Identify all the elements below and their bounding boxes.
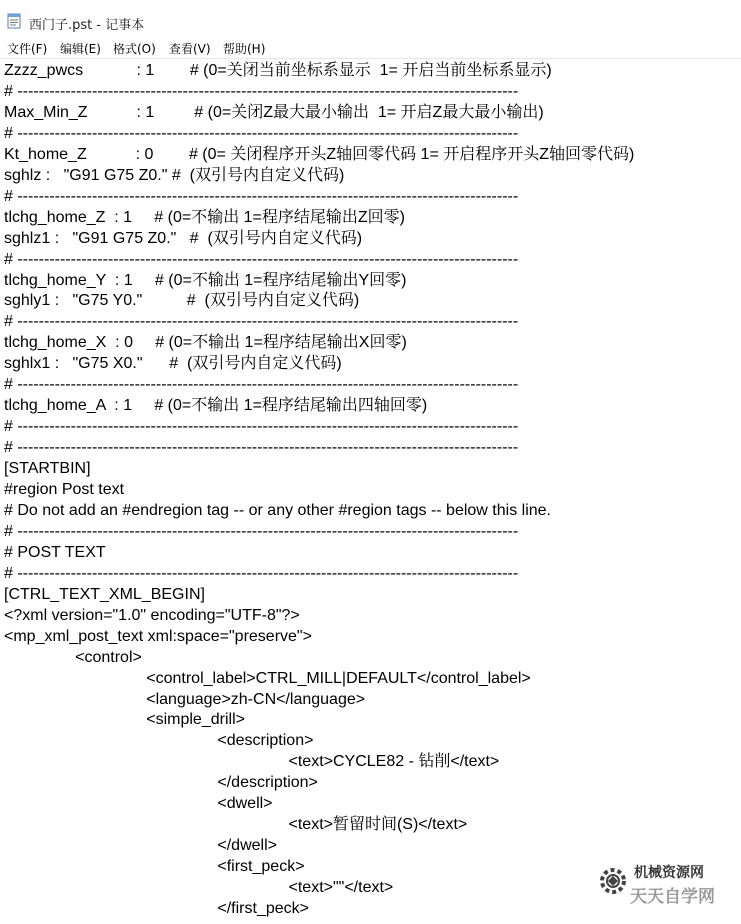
- notepad-icon: [7, 13, 21, 29]
- text-line: Zzzz_pwcs : 1 # (0=关闭当前坐标系显示 1= 开启当前坐标系显示): [4, 62, 552, 79]
- window-title: 西门子.pst - 记事本: [29, 18, 145, 33]
- text-line: # ----------------------------------------------------------------------------------------------: [4, 564, 519, 582]
- text-line: </dwell>: [4, 837, 277, 855]
- menu-bar: [0, 38, 741, 59]
- text-line: # Do not add an #endregion tag -- or any other #region tags -- below this line.: [4, 501, 551, 519]
- menu-help[interactable]: 帮助(H): [223, 42, 266, 56]
- text-line: <text>CYCLE82 - 钻削</text>: [4, 753, 500, 771]
- watermark-line1: 机械资源网: [634, 865, 704, 881]
- text-line: tlchg_home_Z : 1 # (0=不输出 1=程序结尾输出Z回零): [4, 208, 406, 226]
- text-line: # ----------------------------------------------------------------------------------------------: [4, 124, 519, 142]
- text-line: # ----------------------------------------------------------------------------------------------: [4, 376, 519, 394]
- text-line: <text>""</text>: [4, 879, 394, 897]
- menu-file[interactable]: 文件(F): [7, 42, 48, 56]
- text-line: # ----------------------------------------------------------------------------------------------: [4, 82, 519, 100]
- text-line: # POST TEXT: [4, 543, 106, 561]
- text-line: <mp_xml_post_text xml:space="preserve">: [4, 627, 312, 645]
- text-line: sghlz1 : "G91 G75 Z0." # (双引号内自定义代码): [4, 229, 363, 247]
- text-line: # ----------------------------------------------------------------------------------------------: [4, 418, 519, 436]
- menu-edit[interactable]: 编辑(E): [60, 42, 101, 56]
- text-line: </first_peck>: [4, 900, 309, 917]
- text-line: <simple_drill>: [4, 711, 245, 729]
- text-line: # ----------------------------------------------------------------------------------------------: [4, 187, 519, 205]
- text-line: tlchg_home_X : 0 # (0=不输出 1=程序结尾输出X回零): [4, 334, 407, 352]
- text-line: # ----------------------------------------------------------------------------------------------: [4, 313, 519, 331]
- text-line: <language>zh-CN</language>: [4, 690, 366, 708]
- text-line: tlchg_home_A : 1 # (0=不输出 1=程序结尾输出四轴回零): [4, 397, 428, 415]
- watermark-line2: 天天自学网: [630, 887, 715, 907]
- text-line: Max_Min_Z : 1 # (0=关闭Z最大最小输出 1= 开启Z最大最小输出): [4, 103, 544, 121]
- text-line: <description>: [4, 732, 314, 750]
- title-bar: [0, 0, 741, 39]
- text-line: #region Post text: [4, 481, 125, 498]
- text-line: <first_peck>: [4, 858, 305, 876]
- menu-view[interactable]: 查看(V): [169, 42, 211, 56]
- text-line: <control>: [4, 648, 142, 666]
- text-line: sghlx1 : "G75 X0." # (双引号内自定义代码): [4, 355, 342, 373]
- text-line: tlchg_home_Y : 1 # (0=不输出 1=程序结尾输出Y回零): [4, 271, 407, 289]
- text-line: Kt_home_Z : 0 # (0= 关闭程序开头Z轴回零代码 1= 开启程序开头Z轴回零代码): [4, 145, 635, 163]
- text-line: [STARTBIN]: [4, 460, 91, 478]
- text-editor-area[interactable]: [0, 58, 741, 924]
- text-line: <control_label>CTRL_MILL|DEFAULT</control_label>: [4, 669, 531, 687]
- gear-logo-icon: [596, 864, 630, 898]
- text-line: <dwell>: [4, 795, 273, 813]
- text-line: # ----------------------------------------------------------------------------------------------: [4, 250, 519, 268]
- text-line: # ----------------------------------------------------------------------------------------------: [4, 522, 519, 540]
- text-line: # ----------------------------------------------------------------------------------------------: [4, 439, 519, 457]
- text-line: [CTRL_TEXT_XML_BEGIN]: [4, 585, 205, 603]
- text-line: </description>: [4, 774, 318, 792]
- menu-format[interactable]: 格式(O): [113, 42, 156, 56]
- text-line: <text>暂留时间(S)</text>: [4, 816, 468, 834]
- text-line: sghlz : "G91 G75 Z0." # (双引号内自定义代码): [4, 166, 345, 184]
- watermark: [596, 858, 736, 914]
- text-line: sghly1 : "G75 Y0." # (双引号内自定义代码): [4, 292, 360, 310]
- text-line: <?xml version="1.0" encoding="UTF-8"?>: [4, 606, 300, 624]
